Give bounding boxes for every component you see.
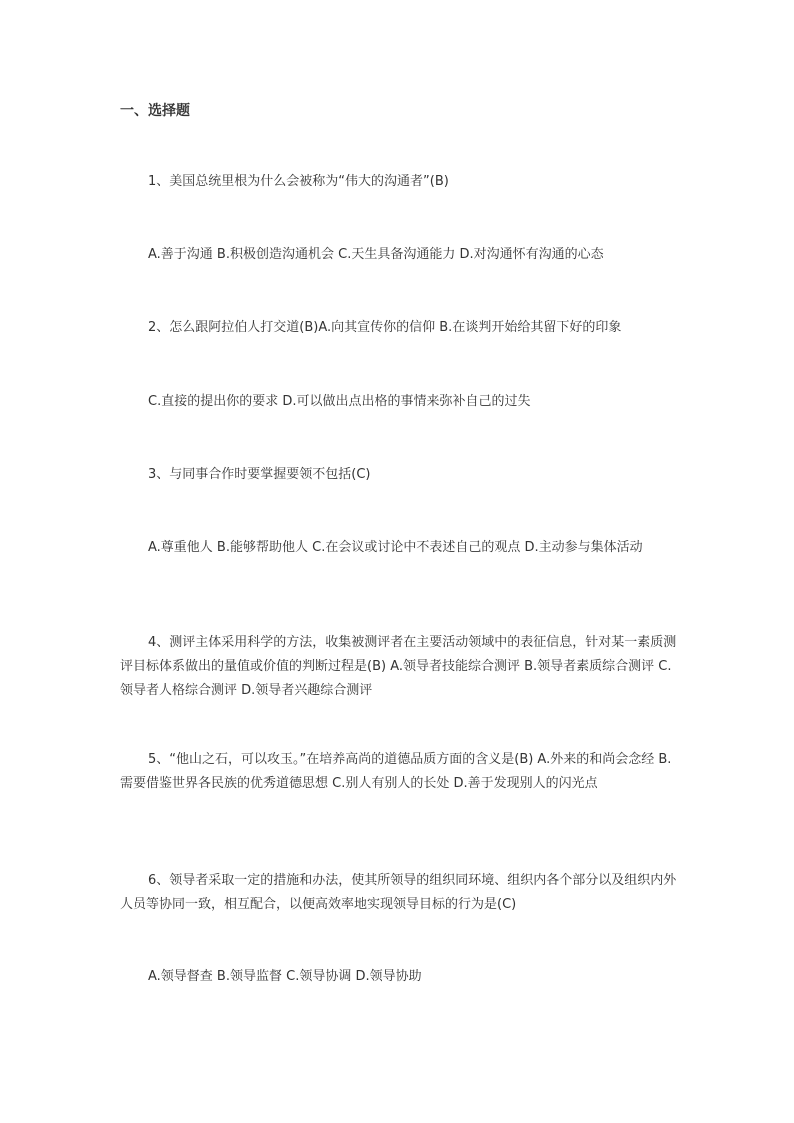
question-5: 5、“他山之石，可以攻玉。”在培养高尚的道德品质方面的含义是(B) A.外来的和尚会念经 B.需要借鉴世界各民族的优秀道德思想 C.别人有别人的长处 D.善于发现别人的闪光点 — [120, 752, 672, 791]
question-1: 1、美国总统里根为什么会被称为“伟大的沟通者”(B) — [148, 174, 449, 189]
question-6: 6、领导者采取一定的措施和办法，使其所领导的组织同环境、组织内各个部分以及组织内外人员等协同一致，相互配合，以便高效率地实现领导目标的行为是(C) — [120, 873, 677, 912]
question-4: 4、测评主体采用科学的方法，收集被测评者在主要活动领域中的表征信息，针对某一素质测评目标体系做出的量值或价值的判断过程是(B) A.领导者技能综合测评 B.领导者素质综合测评 C.领导者人格综合测评 D.领导者兴趣综合测评 — [120, 635, 677, 698]
question-6-options: A.领导督查 B.领导监督 C.领导协调 D.领导协助 — [148, 969, 422, 984]
question-3: 3、与同事合作时要掌握要领不包括(C) — [148, 467, 371, 482]
question-1-options: A.善于沟通 B.积极创造沟通机会 C.天生具备沟通能力 D.对沟通怀有沟通的心态 — [148, 247, 604, 262]
question-2: 2、怎么跟阿拉伯人打交道(B)A.向其宣传你的信仰 B.在谈判开始给其留下好的印象 — [148, 320, 622, 335]
question-2-options: C.直接的提出你的要求 D.可以做出点出格的事情来弥补自己的过失 — [148, 394, 531, 409]
question-3-options: A.尊重他人 B.能够帮助他人 C.在会议或讨论中不表述自己的观点 D.主动参与集体活动 — [148, 540, 643, 555]
section-title: 一、选择题 — [120, 103, 190, 119]
